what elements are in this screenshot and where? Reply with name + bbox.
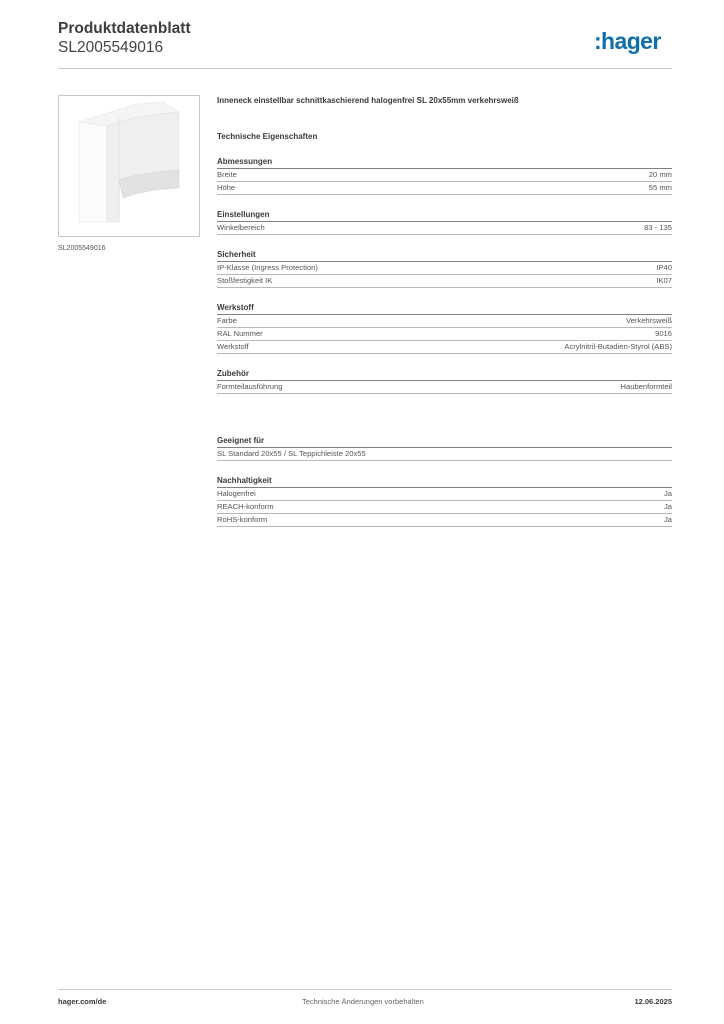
spec-label: Höhe	[217, 183, 236, 192]
spec-value: Ja	[663, 489, 672, 498]
spec-value: IP40	[656, 263, 672, 272]
spec-value: Haubenformteil	[620, 382, 672, 391]
spec-label: Farbe	[217, 316, 237, 325]
spec-label: Formteilausführung	[217, 382, 283, 391]
spec-value: Verkehrsweiß	[626, 316, 672, 325]
page-footer	[58, 997, 672, 1009]
spec-label: RoHS-konform	[217, 515, 268, 524]
group-title: Werkstoff	[217, 303, 672, 315]
spec-value: Acrylnitril-Butadien-Styrol (ABS)	[564, 342, 672, 351]
technical-properties-heading: Technische Eigenschaften	[217, 132, 318, 141]
spec-value: Ja	[663, 515, 672, 524]
group-title: Abmessungen	[217, 157, 672, 169]
spec-value: IK07	[656, 276, 672, 285]
spec-label: IP-Klasse (Ingress Protection)	[217, 263, 318, 272]
spec-group-sustainability	[217, 476, 672, 527]
header-divider	[58, 68, 672, 69]
spec-group-suitable-for	[217, 436, 672, 461]
group-title: Geeignet für	[217, 436, 672, 448]
spec-row	[217, 275, 672, 288]
spec-group-dimensions	[217, 157, 672, 195]
spec-value: Ja	[663, 502, 672, 511]
spec-label: SL Standard 20x55 / SL Teppichleiste 20x55	[217, 449, 366, 458]
spec-row	[217, 488, 672, 501]
group-title: Nachhaltigkeit	[217, 476, 672, 488]
document-code: SL2005549016	[58, 39, 164, 56]
spec-row	[217, 262, 672, 275]
footer-disclaimer: Technische Änderungen vorbehalten	[302, 997, 424, 1006]
spec-row	[217, 381, 672, 394]
footer-date: 12.06.2025	[634, 997, 672, 1006]
spec-label: Winkelbereich	[217, 223, 265, 232]
spec-value: 55 mm	[648, 183, 672, 192]
inner-corner-illustration	[59, 96, 199, 236]
footer-divider	[58, 989, 672, 990]
spec-label: Halogenfrei	[217, 489, 256, 498]
spec-row	[217, 448, 672, 461]
group-title: Einstellungen	[217, 210, 672, 222]
spec-row	[217, 222, 672, 235]
spec-value: 9016	[655, 329, 672, 338]
spec-row	[217, 501, 672, 514]
group-title: Zubehör	[217, 369, 672, 381]
footer-website-link[interactable]: hager.com/de	[58, 997, 107, 1006]
spec-row	[217, 341, 672, 354]
spec-label: REACH-konform	[217, 502, 274, 511]
spec-group-accessories	[217, 369, 672, 394]
spec-label: RAL Nummer	[217, 329, 263, 338]
hager-logo	[594, 28, 672, 56]
spec-label: Stoßfestigkeit IK	[217, 276, 273, 285]
product-title: Inneneck einstellbar schnittkaschierend halogenfrei SL 20x55mm verkehrsweiß	[217, 96, 519, 105]
spec-group-safety	[217, 250, 672, 288]
page-header	[58, 20, 672, 70]
product-image	[58, 95, 200, 237]
group-title: Sicherheit	[217, 250, 672, 262]
spec-label: Werkstoff	[217, 342, 249, 351]
spec-row	[217, 328, 672, 341]
hager-logo-text: :hager	[594, 28, 661, 54]
spec-row	[217, 182, 672, 195]
spec-value: 20 mm	[648, 170, 672, 179]
spec-label: Breite	[217, 170, 237, 179]
spec-row	[217, 315, 672, 328]
spec-group-material	[217, 303, 672, 354]
spec-sheet	[217, 96, 672, 527]
spec-row	[217, 514, 672, 527]
image-caption: SL2005549016	[58, 245, 106, 252]
document-title: Produktdatenblatt	[58, 20, 191, 37]
spec-row	[217, 169, 672, 182]
spec-value: 83 - 135	[644, 223, 672, 232]
spec-group-settings	[217, 210, 672, 235]
